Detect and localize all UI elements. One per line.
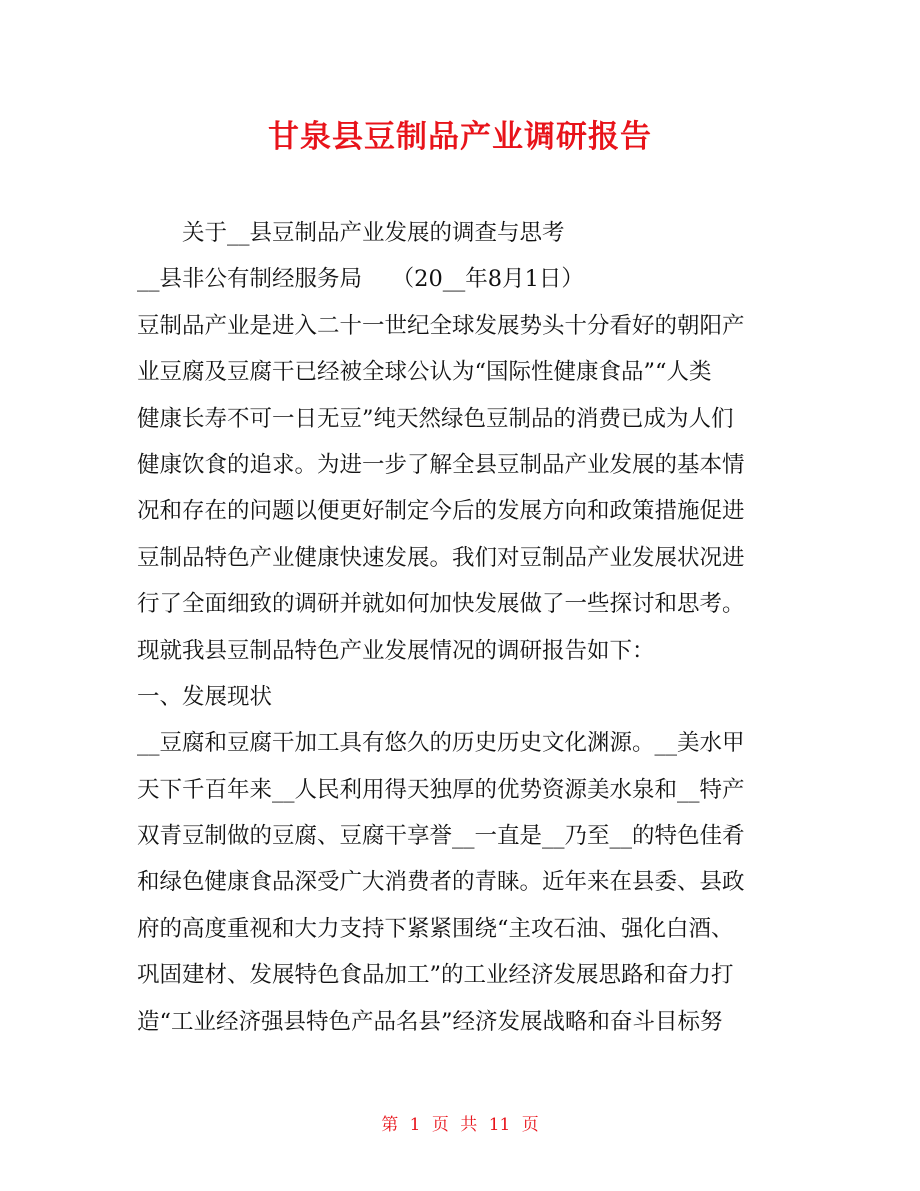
- section-heading: 一、发展现状: [137, 683, 273, 710]
- issuer-line: __县非公有制经服务局 （20__年8月1日）: [137, 266, 584, 293]
- document-title: 甘泉县豆制品产业调研报告: [268, 119, 652, 155]
- document-body: [137, 210, 787, 1045]
- paragraph-line: 业豆腐及豆腐干已经被全球公认为“国际性健康食品”“人类: [137, 359, 712, 386]
- paragraph-line: 府的高度重视和大力支持下紧紧围绕“主攻石油、强化白酒、: [137, 915, 734, 942]
- subtitle-line: 关于__县豆制品产业发展的调查与思考: [182, 220, 565, 246]
- paragraph-line: 巩固建材、发展特色食品加工”的工业经济发展思路和奋力打: [137, 962, 734, 989]
- paragraph-line: 天下千百年来__人民利用得天独厚的优势资源美水泉和__特产: [137, 776, 745, 803]
- paragraph-line: 行了全面细致的调研并就如何加快发展做了一些探讨和思考。: [137, 591, 745, 618]
- paragraph-line: __豆腐和豆腐干加工具有悠久的历史历史文化渊源。__美水甲: [137, 730, 745, 757]
- paragraph-line: 豆制品特色产业健康快速发展。我们对豆制品产业发展状况进: [137, 544, 745, 571]
- paragraph-line: 造“工业经济强县特色产品名县”经济发展战略和奋斗目标努: [137, 1008, 723, 1035]
- paragraph-line: 双青豆制做的豆腐、豆腐干享誉__一直是__乃至__的特色佳肴: [137, 823, 745, 850]
- paragraph-line: 现就我县豆制品特色产业发展情况的调研报告如下：: [137, 637, 655, 664]
- paragraph-line: 况和存在的问题以便更好制定今后的发展方向和政策措施促进: [137, 498, 745, 525]
- paragraph-line: 和绿色健康食品深受广大消费者的青睐。近年来在县委、县政: [137, 869, 745, 896]
- paragraph-line: 健康长寿不可一日无豆”纯天然绿色豆制品的消费已成为人们: [137, 405, 734, 432]
- page-footer: 第 1 页 共 11 页: [381, 1115, 539, 1135]
- paragraph-line: 健康饮食的追求。为进一步了解全县豆制品产业发展的基本情: [137, 451, 745, 478]
- paragraph-line: 豆制品产业是进入二十一世纪全球发展势头十分看好的朝阳产: [137, 312, 745, 339]
